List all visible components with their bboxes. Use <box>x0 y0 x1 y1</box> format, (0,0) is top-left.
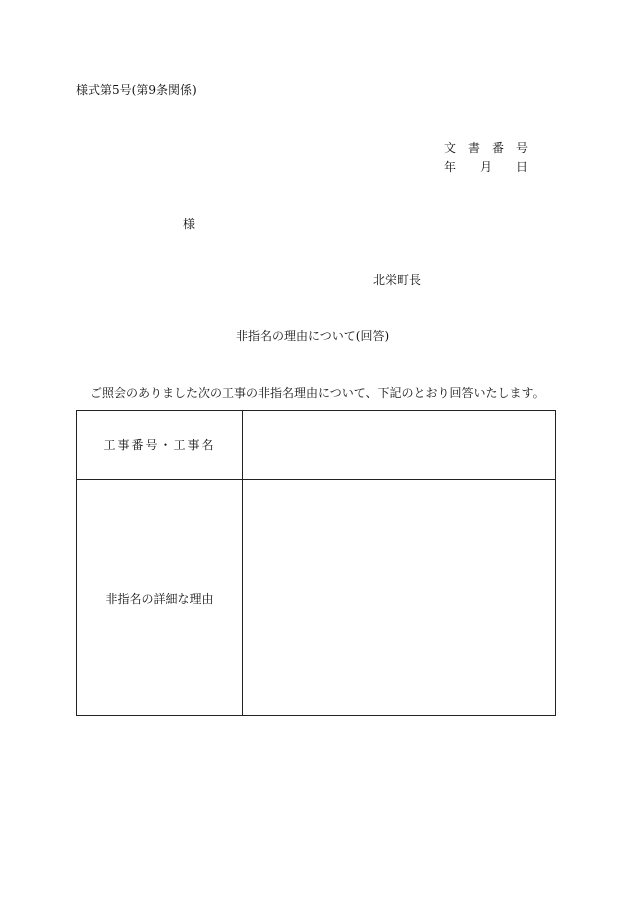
construction-number-name-label: 工事番号・工事名 <box>103 438 216 452</box>
construction-number-name-value <box>243 411 555 479</box>
issuer-name: 北栄町長 <box>373 273 422 287</box>
document-number-char: 号 <box>516 141 529 155</box>
reason-table <box>76 410 556 716</box>
document-title: 非指名の理由について(回答) <box>236 329 390 343</box>
non-nomination-reason-label: 非指名の詳細な理由 <box>105 592 214 606</box>
date-day-char: 日 <box>516 160 529 174</box>
body-text: ご照会のありました次の工事の非指名理由について、下記のとおり回答いたします。 <box>90 386 545 400</box>
date-month-char: 月 <box>480 160 493 174</box>
date-year-char: 年 <box>444 160 457 174</box>
document-number-char: 書 <box>468 141 481 155</box>
document-number-char: 文 <box>444 141 457 155</box>
document-number-label <box>444 142 528 154</box>
form-number-label: 様式第5号(第9条関係) <box>76 83 197 97</box>
date-label <box>444 161 530 173</box>
non-nomination-reason-value <box>243 480 555 715</box>
addressee-honorific: 様 <box>183 217 196 231</box>
document-number-char: 番 <box>492 141 505 155</box>
